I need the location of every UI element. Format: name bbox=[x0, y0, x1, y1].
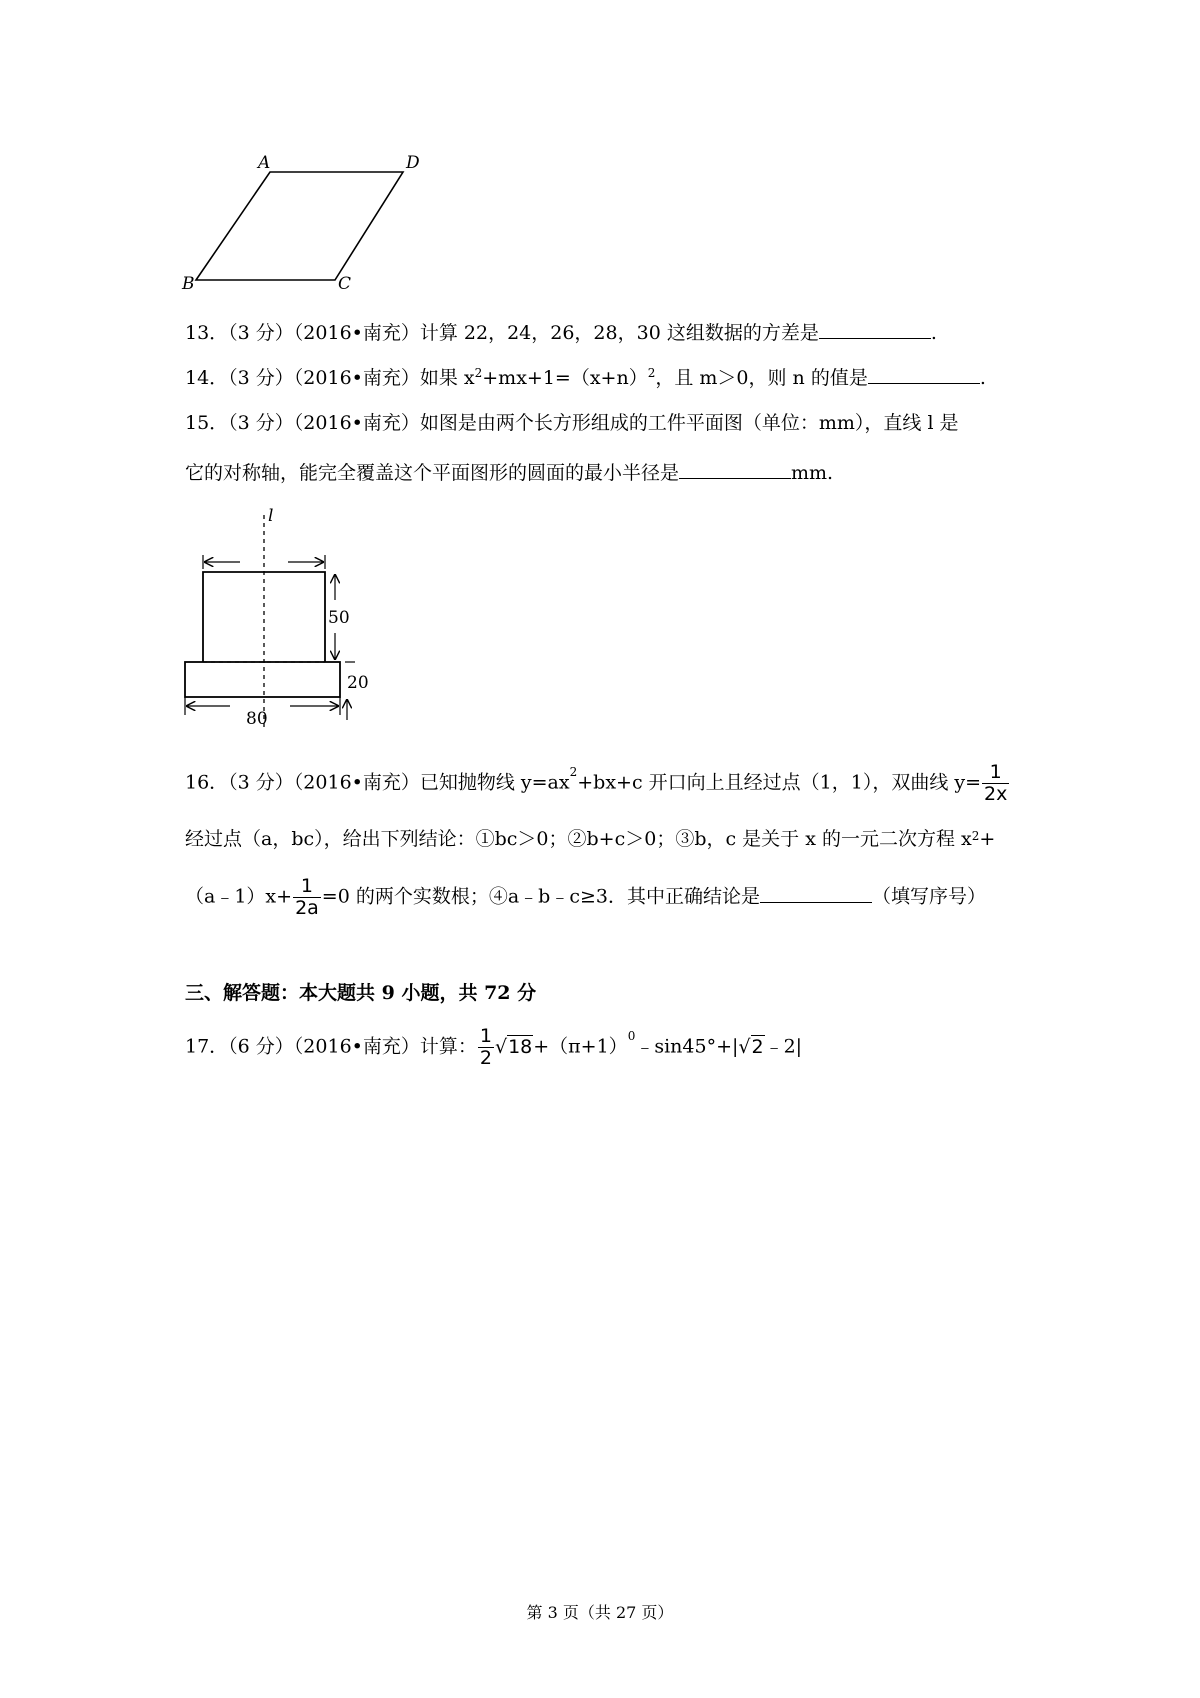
q15-text-1: 15．（3 分）（2016•南充）如图是由两个长方形组成的工件平面图（单位：mm），直线 l 是 bbox=[185, 412, 959, 434]
q17-sqrt-18: √18 bbox=[494, 1035, 533, 1058]
q17-frac-num: 1 bbox=[479, 1025, 492, 1047]
equation-frac-num: 1 bbox=[293, 876, 321, 898]
q14-text-2: +mx+1=（x+n） bbox=[482, 367, 648, 389]
q16-sup-2: 2 bbox=[971, 829, 980, 843]
q16-text-1a: 16．（3 分）（2016•南充）已知抛物线 y=ax bbox=[185, 771, 570, 794]
page-footer bbox=[0, 1600, 1200, 1623]
question-16-line-1 bbox=[185, 762, 1010, 805]
q16-text-3a: （a﹣1）x+ bbox=[185, 885, 293, 908]
q13-suffix: . bbox=[930, 322, 937, 344]
q16-text-1b: +bx+c 开口向上且经过点（1，1），双曲线 y= bbox=[577, 771, 982, 794]
q17-text-mid2: ﹣sin45°+| bbox=[635, 1035, 739, 1058]
hyperbola-frac-num: 1 bbox=[982, 762, 1009, 784]
q14-sup-2: 2 bbox=[647, 366, 656, 380]
section-3-title-text: 三、解答题：本大题共 9 小题，共 72 分 bbox=[185, 982, 537, 1004]
vertex-label-d: D bbox=[406, 153, 420, 173]
q17-fraction bbox=[478, 1026, 494, 1069]
q17-sup-0: 0 bbox=[627, 1029, 636, 1043]
q16-answer-blank bbox=[760, 882, 872, 903]
q16-sup-1: 2 bbox=[569, 765, 578, 779]
q14-suffix: . bbox=[979, 367, 986, 389]
q14-text-3: ，且 m＞0，则 n 的值是 bbox=[655, 367, 868, 389]
q17-text-mid: +（π+1） bbox=[533, 1035, 628, 1058]
q17-sqrt-18-radicand: 18 bbox=[508, 1035, 533, 1058]
q15-answer-blank bbox=[679, 458, 791, 479]
equation-fraction bbox=[293, 876, 321, 919]
q15-unit: mm. bbox=[791, 462, 834, 484]
q13-text: 13．（3 分）（2016•南充）计算 22，24，26，28，30 这组数据的方差是 bbox=[185, 322, 819, 344]
page-number-text: 第 3 页（共 27 页） bbox=[526, 1603, 674, 1622]
equation-frac-den: 2a bbox=[295, 897, 319, 919]
question-15-line-1 bbox=[185, 410, 959, 436]
q17-sqrt-2: √2 bbox=[738, 1035, 764, 1058]
vertex-label-a: A bbox=[258, 153, 271, 173]
vertex-label-b: B bbox=[182, 274, 195, 290]
question-15-line-2 bbox=[185, 458, 833, 486]
dim-label-80: 80 bbox=[246, 709, 268, 729]
q17-text-end: ﹣2| bbox=[764, 1035, 803, 1058]
q17-frac-den: 2 bbox=[479, 1047, 492, 1069]
q14-answer-blank bbox=[868, 363, 980, 384]
workpiece-figure bbox=[180, 505, 390, 730]
question-16-line-2 bbox=[185, 826, 995, 852]
axis-label-l: l bbox=[268, 506, 274, 526]
vertex-label-c: C bbox=[338, 274, 352, 290]
q13-answer-blank bbox=[819, 318, 931, 339]
question-13 bbox=[185, 318, 937, 346]
dim-label-20: 20 bbox=[347, 673, 369, 693]
q16-text-3c: （填写序号） bbox=[872, 885, 987, 908]
dim-label-50: 50 bbox=[328, 608, 350, 628]
q17-sqrt-2-radicand: 2 bbox=[751, 1035, 764, 1058]
hyperbola-fraction bbox=[982, 762, 1009, 805]
q16-text-3b: =0 的两个实数根；④a﹣b﹣c≥3．其中正确结论是 bbox=[321, 885, 760, 908]
q14-sup-1: 2 bbox=[474, 366, 483, 380]
question-14 bbox=[185, 363, 986, 391]
question-17 bbox=[185, 1026, 802, 1069]
q17-text-prefix: 17．（6 分）（2016•南充）计算： bbox=[185, 1035, 477, 1058]
section-3-title bbox=[185, 980, 536, 1006]
q16-text-2b: + bbox=[979, 828, 996, 850]
q16-text-2a: 经过点（a，bc），给出下列结论：①bc＞0；②b+c＞0；③b，c 是关于 x 的一元二次方程 x bbox=[185, 828, 972, 850]
q15-text-2: 它的对称轴，能完全覆盖这个平面图形的圆面的最小半径是 bbox=[185, 462, 680, 484]
q14-text-1: 14．（3 分）（2016•南充）如果 x bbox=[185, 367, 475, 389]
hyperbola-frac-den: 2x bbox=[984, 783, 1008, 805]
parallelogram-figure bbox=[178, 150, 438, 290]
question-16-line-3 bbox=[185, 876, 986, 919]
